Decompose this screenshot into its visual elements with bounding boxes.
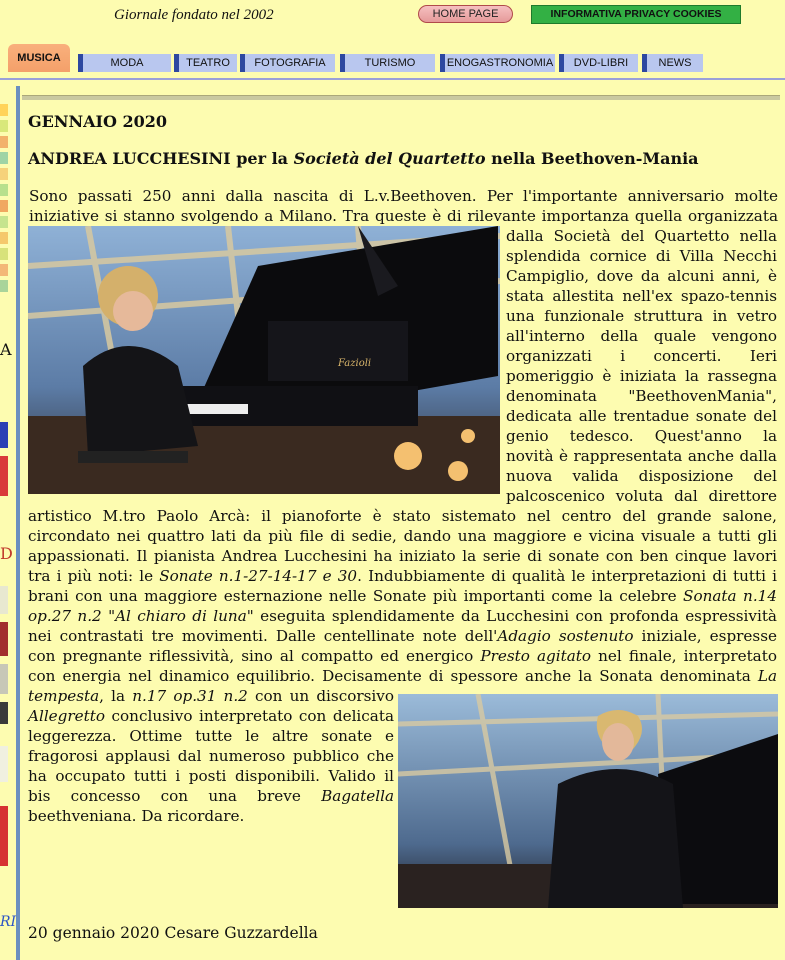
article-italic: Sonate n.1-27-14-17 e 30 — [159, 567, 358, 585]
sidebar-letter[interactable]: RI — [0, 914, 17, 930]
article-title — [28, 149, 699, 168]
article-text: . Indubbiamente di qualità le interpretazioni di tutti i brani con una maggiore esternazione nelle Sonate più importanti come la celebre — [28, 567, 777, 605]
sidebar-link[interactable] — [0, 280, 8, 292]
article-date-heading: GENNAIO 2020 — [28, 112, 168, 131]
top-bar — [0, 0, 785, 34]
nav-tab-musica[interactable]: MUSICA — [8, 44, 70, 72]
nav-tab-news[interactable]: NEWS — [642, 54, 703, 72]
sidebar-link[interactable] — [0, 168, 8, 180]
article-italic: Presto agitato — [480, 647, 592, 665]
float-spacer — [777, 226, 778, 694]
sidebar-link[interactable] — [0, 200, 8, 212]
title-italic: Società del Quartetto — [293, 149, 486, 168]
photo-piano-icon — [28, 226, 500, 494]
sidebar-link[interactable] — [0, 120, 8, 132]
article-signature: 20 gennaio 2020 Cesare Guzzardella — [28, 924, 318, 942]
sidebar-link[interactable] — [0, 806, 8, 866]
nav-tab-teatro[interactable]: TEATRO — [174, 54, 237, 72]
article-text: , la — [99, 687, 133, 705]
sidebar-link[interactable] — [0, 586, 8, 614]
title-part: nella Beethoven-Mania — [485, 149, 699, 168]
sidebar-link[interactable] — [0, 746, 8, 782]
nav-divider — [0, 78, 785, 80]
article-body — [28, 186, 778, 908]
article-text: conclusivo interpretato con delicata leggerezza. Ottime tutte le altre sonate e fragorosi applausi dal numeroso pubblico che ha occupato tutti i posti disponibili. Valido il bis concesso con una breve — [28, 707, 394, 805]
nav-tab-enogastronomia[interactable]: ENOGASTRONOMIA — [440, 54, 555, 72]
article-text: nel finale, interpretato con energia nel dinamico equilibrio. Decisamente di spessore anche la Sonata denominata — [28, 647, 777, 685]
section-nav — [0, 44, 785, 76]
nav-tab-fotografia[interactable]: FOTOGRAFIA — [240, 54, 335, 72]
sidebar-link[interactable] — [0, 104, 8, 116]
sidebar-link[interactable] — [0, 622, 8, 656]
photo-lucchesini-piano — [28, 226, 500, 494]
article-text: Sono passati 250 anni dalla nascita di L.v.Beethoven. Per l'importante anniversario molte iniziative si stanno svolgendo a Milano. Tra queste è di rilevante importanza quella organizzata dalla Società del Quartetto nella splendida cornice di Villa Necchi Campiglio, dove da alcuni anni, è stata allestita nell'ex spazo-tennis una funzionale struttura in vetro all'interno della quale vengono organizzati i concerti. Ieri pomeriggio è iniziata la rassegna denominata "BeethovenMania", dedicata alle trentadue sonate del genio tedesco. Quest'anno la novità è rappresentata anche dalla nuova valida disposizione del palcoscenico voluta dal direttore artistico M.tro Paolo Arcà: il pianoforte è stato sistemato nel centro del grande salone, circondato nei quattro lati da più file di sedie, dando una maggiore e vicina visuale a tutti gli appassionati. Il pianista Andrea Lucchesini ha iniziato la serie di sonate con ben cinque lavori tra i più noti: le — [28, 187, 778, 585]
article-italic: Allegretto — [28, 707, 105, 725]
privacy-cookies-button[interactable]: INFORMATIVA PRIVACY COOKIES — [531, 5, 741, 24]
article-text: con un discorsivo — [247, 687, 394, 705]
nav-tab-dvd-libri[interactable]: DVD-LIBRI — [559, 54, 638, 72]
sidebar-link[interactable] — [0, 456, 8, 496]
sidebar-link[interactable] — [0, 216, 8, 228]
home-page-button[interactable]: HOME PAGE — [418, 5, 513, 23]
title-part: ANDREA LUCCHESINI per la — [28, 149, 294, 168]
site-tagline: Giornale fondato nel 2002 — [114, 7, 274, 23]
sidebar-edge — [16, 86, 20, 960]
sidebar-link[interactable] — [0, 248, 8, 260]
photo-lucchesini-standing — [398, 694, 778, 908]
photo-pianist-icon — [398, 694, 778, 908]
sidebar-letter: D — [0, 544, 13, 563]
content-divider — [22, 95, 780, 100]
article-text: iniziale, espresse con pregnante riflessività, sino al compatto ed energico — [28, 627, 777, 665]
sidebar-link[interactable] — [0, 264, 8, 276]
sidebar-link[interactable] — [0, 422, 8, 448]
sidebar-link[interactable] — [0, 184, 8, 196]
article-italic: Bagatella — [321, 787, 394, 805]
article-text: eseguita splendidamente da Lucchesini con profonda espressività nei contrastati tre movimenti. Dalle centellinate note dell' — [28, 607, 777, 645]
nav-tab-moda[interactable]: MODA — [78, 54, 171, 72]
nav-tab-turismo[interactable]: TURISMO — [340, 54, 435, 72]
article-text: beethveniana. Da ricordare. — [28, 807, 245, 825]
article-italic: n.17 op.31 n.2 — [132, 687, 248, 705]
article-italic: La tempesta — [28, 667, 777, 705]
sidebar-link[interactable] — [0, 152, 8, 164]
sidebar-link[interactable] — [0, 136, 8, 148]
left-sidebar — [0, 86, 22, 960]
article-italic: Sonata n.14 op.27 n.2 "Al chiaro di luna" — [28, 587, 777, 625]
sidebar-link[interactable] — [0, 702, 8, 724]
sidebar-link[interactable] — [0, 664, 8, 694]
piano-brand-label: Fazioli — [338, 358, 372, 369]
sidebar-letter: A — [0, 340, 12, 359]
sidebar-link[interactable] — [0, 232, 8, 244]
article-italic: Adagio sostenuto — [497, 627, 634, 645]
